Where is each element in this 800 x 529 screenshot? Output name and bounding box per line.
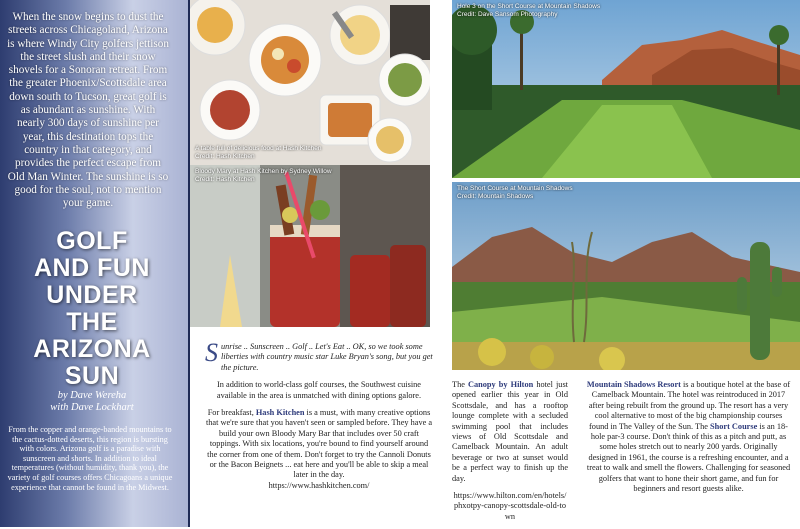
bloody-mary-photo bbox=[190, 165, 430, 327]
caption-credit: Credit: Hash Kitchen bbox=[195, 152, 255, 160]
food-table-image bbox=[190, 0, 430, 165]
caption-line: Bloody Mary at Hash Kitchen by Sydney Willow bbox=[195, 168, 332, 175]
golf-course-image bbox=[452, 0, 800, 178]
byline-author: by Dave Wereha bbox=[57, 390, 127, 401]
article-column-3 bbox=[586, 380, 791, 501]
mountain-shadows-link[interactable]: Mountain Shadows Resort bbox=[586, 380, 681, 389]
headline-line: SUN bbox=[64, 362, 120, 390]
article-column-2 bbox=[452, 380, 568, 529]
headline-line: AND FUN bbox=[34, 254, 150, 282]
paragraph bbox=[586, 380, 791, 494]
paragraph-text: The bbox=[452, 380, 468, 389]
bloody-mary-image bbox=[190, 165, 430, 327]
caption-credit: Credit: Hash Kitchen bbox=[195, 175, 255, 183]
caption-credit: Credit: Dave Sansom Photography bbox=[457, 10, 558, 18]
intro-paragraph bbox=[205, 338, 433, 373]
paragraph-text: is a must, with many creative options that we're sure that you haven't seen or sampled before. They have a build your own Bloody Mary Bar that includes over 50 craft toppings. With six locations, you're bound to find yourself around the corner from one of them. Don't forget to try the Cannoli Donuts or the Bacon Beignets ... eat here and you'll be able to skip a meal later in the day. bbox=[205, 408, 433, 480]
caption-line: The Short Course at Mountain Shadows bbox=[457, 185, 573, 192]
byline bbox=[6, 390, 178, 414]
headline-line: UNDER bbox=[46, 281, 138, 309]
article-column-1 bbox=[205, 338, 433, 498]
golf2-caption bbox=[457, 185, 573, 200]
paragraph bbox=[205, 408, 433, 491]
article-headline bbox=[4, 228, 180, 390]
sidebar-panel bbox=[0, 0, 190, 527]
bloody-mary-caption bbox=[195, 168, 332, 183]
caption-credit: Credit: Mountain Shadows bbox=[457, 192, 534, 200]
food-table-photo bbox=[190, 0, 430, 165]
golf1-caption bbox=[457, 3, 600, 18]
paragraph-text: hotel just opened earlier this year in Old Scottsdale, and has a rooftop lounge complete with a secluded swimming pool that includes views of Old Scottsdale and Camelback Mountain. An adult beverage or two at sunset would be a perfect way to finish up the day. bbox=[452, 380, 568, 483]
food-photo-caption bbox=[195, 145, 321, 160]
paragraph: In addition to world-class golf courses, the Southwest cuisine available in the area is unmatched with dining options galore. bbox=[216, 380, 422, 400]
drop-cap: S bbox=[205, 338, 218, 367]
intro-text: unrise .. Sunscreen .. Golf .. Let's Eat .. OK, so we took some liberties with country music star Luke Bryan's song, but you get the picture. bbox=[221, 342, 433, 372]
short-course-image bbox=[452, 182, 800, 370]
headline-line: GOLF bbox=[56, 227, 128, 255]
lead-paragraph: From the copper and orange-banded mountains to the cactus-dotted deserts, this region is bursting with colors. Arizona golf is a paradise with sunscreen and shorts. In addition to ideal temperatures (without humidity, thank you), the variety of golf courses offers Chicagoans a unique experience that cannot be found in the Midwest. bbox=[7, 425, 173, 492]
hash-kitchen-link[interactable]: Hash Kitchen bbox=[255, 408, 305, 418]
hilton-url[interactable]: https://www.hilton.com/en/hotels/phxotpy-canopy-scottsdale-old-town bbox=[453, 491, 567, 521]
paragraph bbox=[452, 380, 568, 484]
golf-hole-3-photo bbox=[452, 0, 800, 178]
caption-line: Hole 3 on the Short Course at Mountain Shadows bbox=[457, 3, 601, 10]
canopy-hilton-link[interactable]: Canopy by Hilton bbox=[468, 380, 534, 389]
paragraph-text: is an 18-hole par-3 course. Don't think of this as a pitch and putt, as some holes stretch out to nearly 200 yards. Originally designed in 1961, the course is a refreshing encounter, and a treat to walk and smell the flowers. Challenging for seasoned golfers that want to hone their short game, and fun for beginners and resort guests alike. bbox=[586, 421, 791, 494]
headline-line: THE bbox=[66, 308, 118, 336]
byline-coauthor: with Dave Lockhart bbox=[50, 402, 134, 413]
hash-kitchen-url[interactable]: https://www.hashkitchen.com/ bbox=[268, 480, 370, 490]
headline-line: ARIZONA bbox=[33, 335, 151, 363]
paragraph-text: is a boutique hotel at the base of Camelback Mountain. The hotel was reintroduced in 2017 after being rebuilt from the ground up. The resort has a very cool alternative to most of the big championship courses found in The Valley of the Sun. The bbox=[588, 380, 791, 431]
caption-line: A table full of delicious food at Hash Kitchen bbox=[195, 145, 322, 152]
short-course-photo bbox=[452, 182, 800, 370]
short-course-link[interactable]: Short Course bbox=[710, 421, 758, 431]
paragraph-text: For breakfast, bbox=[207, 408, 256, 418]
sidebar-intro-text: When the snow begins to dust the streets across Chicagoland, Arizona is where Windy City golfers jettison the street slush and their snow shovels for a Sonoran retreat. From the greater Phoenix/Scottsdale area down south to Tucson, great golf is as abundant as sunshine. With nearly 300 days of sunshine per year, this destination tops the country in that category, and provides the perfect escape from Old Man Winter. The sunshine is so good for the soul, not to mention your game. bbox=[7, 11, 169, 210]
